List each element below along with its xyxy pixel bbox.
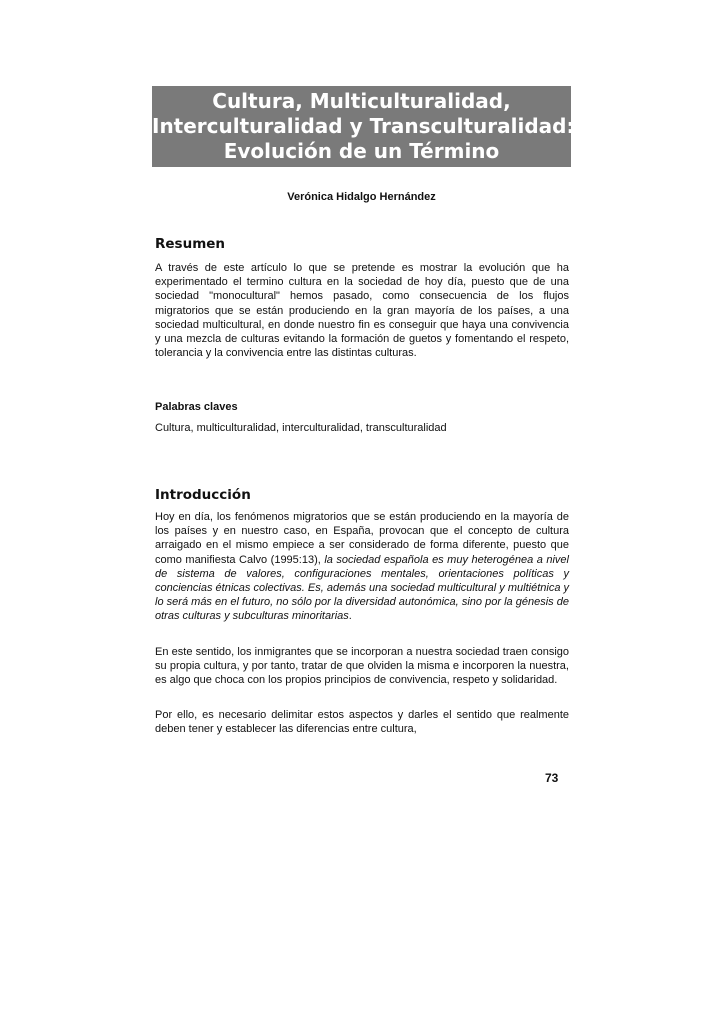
introduccion-heading: Introducción	[155, 487, 251, 503]
calvo-quote: la sociedad española es muy heterogénea a nivel de sistema de valores, configuraciones mentales, orientaciones políticas y conciencias étnicas colectivas. Es, además una sociedad multicultural y multiétnica y lo será más en el futuro, no sólo por la diversidad autonómica, sino por la génesis de otras culturas y subculturas minoritarias	[155, 553, 569, 623]
resumen-paragraph: A través de este artículo lo que se pretende es mostrar la evolución que ha experimentado el termino cultura en la sociedad de hoy día, puesto que de una sociedad "monocultural" hemos pasado, como consecuencia de los flujos migratorios que se están produciendo en la gran mayoría de los países, a una sociedad multicultural, en donde nuestro fin es conseguir que haya una convivencia y una mezcla de culturas evitando la formación de guetos y fomentando el respeto, tolerancia y la convivencia entre las distintas culturas.	[155, 262, 569, 360]
author-name: Verónica Hidalgo Hernández	[287, 191, 436, 203]
title-line-2: Interculturalidad y Transculturalidad:	[152, 114, 575, 138]
title-line-1: Cultura, Multiculturalidad,	[212, 89, 511, 113]
resumen-heading: Resumen	[155, 236, 226, 252]
intro-paragraph-2: En este sentido, los inmigrantes que se incorporan a nuestra sociedad traen consigo su propia cultura, y por tanto, tratar de que olviden la misma e incorporen la nuestra, es algo que choca con los propios principios de convivencia, respeto y solidaridad.	[155, 646, 569, 687]
intro-paragraph-1	[155, 510, 569, 624]
title-line-3: Evolución de un Término	[223, 139, 500, 163]
keywords-text: Cultura, multiculturalidad, interculturalidad, transculturalidad	[155, 422, 447, 434]
keywords-heading: Palabras claves	[155, 401, 238, 413]
page-number: 73	[545, 771, 559, 785]
intro-paragraph-1-end: .	[348, 610, 352, 623]
intro-paragraph-3: Por ello, es necesario delimitar estos aspectos y darles el sentido que realmente deben tener y establecer las diferencias entre cultura,	[155, 709, 569, 736]
intro-paragraph-1-text: Hoy en día, los fenómenos migratorios que se están produciendo en la mayoría de los países y en nuestro caso, en España, provocan que el concepto de cultura arraigado en el mismo empiece a ser considerado de forma diferente, puesto que como manifiesta Calvo (1995:13),	[155, 511, 569, 566]
article-title	[152, 86, 575, 167]
